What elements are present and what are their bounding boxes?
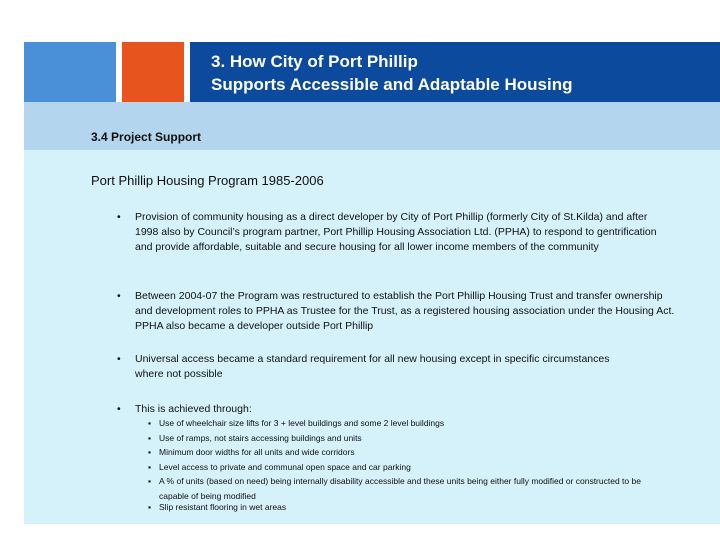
sub-bullet-text: Use of wheelchair size lifts for 3 + level buildings and some 2 level buildings	[159, 418, 445, 428]
sub-bullet-marker: ▪	[148, 462, 152, 472]
bullet-item	[117, 210, 657, 255]
sub-bullet-marker: ▪	[148, 476, 152, 486]
orange-square-decoration	[122, 42, 184, 102]
bullet-text: Universal access became a standard requirement for all new housing except in specific circumstances where not possible	[135, 353, 610, 380]
bullet-text: Between 2004-07 the Program was restructured to establish the Port Phillip Housing Trust and transfer ownership and development roles to PPHA as Trustee for the Trust, as a registered housing association under the Housing Act. PPHA also became a developer outside Port Phillip	[135, 290, 675, 332]
bullet-marker: •	[117, 211, 121, 223]
sub-bullet-text: Minimum door widths for all units and wide corridors	[159, 447, 355, 457]
bullet-marker: •	[117, 290, 121, 302]
bullet-item	[117, 289, 677, 334]
section-subtitle: 3.4 Project Support	[91, 130, 202, 144]
sub-bullet-text: A % of units (based on need) being internally disability accessible and these units being either fully modified or constructed to be capable of being modified	[159, 476, 641, 501]
sub-bullet-item	[148, 431, 668, 446]
page-title	[211, 50, 572, 96]
bullet-item	[117, 352, 637, 382]
sub-bullet-item	[148, 445, 668, 460]
sub-bullet-item	[148, 416, 668, 431]
sub-bullet-text: Use of ramps, not stairs accessing buildings and units	[159, 433, 362, 443]
blue-square-decoration	[24, 42, 116, 102]
sub-bullet-marker: ▪	[148, 502, 152, 512]
program-heading: Port Phillip Housing Program 1985-2006	[91, 173, 324, 188]
bullet-marker: •	[117, 403, 121, 415]
bullet-text: Provision of community housing as a direct developer by City of Port Phillip (formerly City of St.Kilda) and after 1998 also by Council’s program partner, Port Phillip Housing Association Ltd. (PPHA) to respond to gentrification and provide affordable, suitable and secure housing for all lower income members of the community	[135, 211, 657, 253]
bullet-item	[117, 402, 637, 417]
sub-bullet-text: Level access to private and communal open space and car parking	[159, 462, 411, 472]
sub-bullet-item	[148, 474, 668, 503]
page-title-line-2: Supports Accessible and Adaptable Housing	[211, 75, 573, 94]
sub-bullet-marker: ▪	[148, 418, 152, 428]
sub-bullet-item	[148, 500, 668, 515]
bullet-text: This is achieved through:	[135, 403, 252, 415]
sub-bullet-marker: ▪	[148, 433, 152, 443]
bullet-marker: •	[117, 353, 121, 365]
sub-bullet-text: Slip resistant flooring in wet areas	[159, 502, 287, 512]
sub-bullet-item	[148, 460, 668, 475]
sub-bullet-marker: ▪	[148, 447, 152, 457]
page-title-line-1: 3. How City of Port Phillip	[211, 52, 418, 71]
